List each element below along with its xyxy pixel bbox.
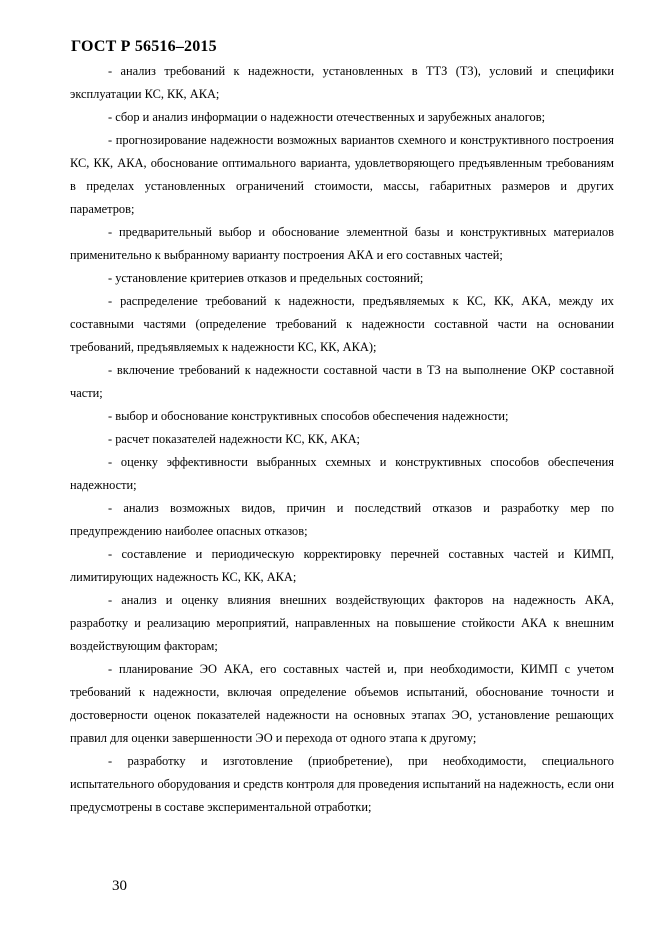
list-item: - установление критериев отказов и предельных состояний;: [108, 271, 424, 285]
list-item: - оценку эффективности выбранных схемных и конструктивных способов обеспечения надежности;: [70, 455, 614, 492]
list-item: - расчет показателей надежности КС, КК, АКА;: [108, 432, 360, 446]
list-item: - распределение требований к надежности, предъявляемых к КС, КК, АКА, между их составными частями (определение требований к надежности составной части на основании требований, предъявляемых к надежности КС, КК, АКА);: [70, 294, 614, 354]
list-item: - анализ возможных видов, причин и последствий отказов и разработку мер по предупреждению наиболее опасных отказов;: [70, 501, 614, 538]
list-item: - выбор и обоснование конструктивных способов обеспечения надежности;: [108, 409, 509, 423]
document-body: [70, 60, 614, 819]
list-item: - прогнозирование надежности возможных вариантов схемного и конструктивного построения КС, КК, АКА, обоснование оптимального варианта, удовлетворяющего предъявленным требованиям в пределах установленных ограничений стоимости, массы, габаритных размеров и других параметров;: [70, 133, 614, 216]
list-item: - составление и периодическую корректировку перечней составных частей и КИМП, лимитирующих надежность КС, КК, АКА;: [70, 547, 614, 584]
list-item: - планирование ЭО АКА, его составных частей и, при необходимости, КИМП с учетом требований к надежности, включая определение объемов испытаний, обоснование точности и достоверности оценок показателей надежности на основных этапах ЭО, установление решающих правил для оценки завершенности ЭО и перехода от одного этапа к другому;: [70, 662, 614, 745]
document-header: ГОСТ Р 56516–2015: [71, 38, 217, 55]
list-item: - предварительный выбор и обоснование элементной базы и конструктивных материалов применительно к выбранному варианту построения АКА и его составных частей;: [70, 225, 614, 262]
page-number: 30: [112, 878, 127, 894]
list-item: - анализ и оценку влияния внешних воздействующих факторов на надежность АКА, разработку и реализацию мероприятий, направленных на повышение стойкости АКА к внешним воздействующим факторам;: [70, 593, 614, 653]
list-item: - включение требований к надежности составной части в ТЗ на выполнение ОКР составной части;: [70, 363, 614, 400]
list-item: - сбор и анализ информации о надежности отечественных и зарубежных аналогов;: [108, 110, 546, 124]
list-item: - разработку и изготовление (приобретение), при необходимости, специального испытательного оборудования и средств контроля для проведения испытаний на надежность, если они предусмотрены в составе экспериментальной отработки;: [70, 754, 614, 814]
list-item: - анализ требований к надежности, установленных в ТТЗ (ТЗ), условий и специфики эксплуатации КС, КК, АКА;: [70, 64, 614, 101]
